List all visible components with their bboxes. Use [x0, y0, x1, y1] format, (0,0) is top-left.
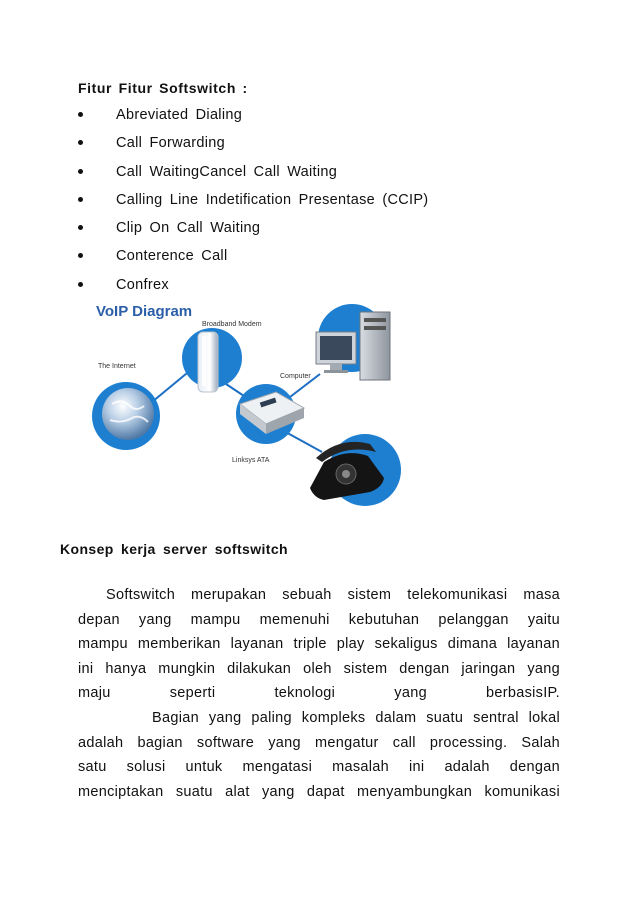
computer-label: Computer — [280, 373, 311, 380]
bullet-icon — [78, 282, 83, 287]
text-line: satu solusi untuk mengatasi masalah ini adalah dengan — [78, 759, 560, 776]
bullet-icon — [78, 112, 83, 117]
bullet-icon — [78, 169, 83, 174]
text-line: adalah bagian software yang mengatur call processing. Salah — [78, 734, 560, 751]
internet-label: The Internet — [98, 363, 136, 370]
paragraph-2 — [78, 706, 560, 804]
bullet-icon — [78, 225, 83, 230]
list-item: Conterence Call — [78, 246, 428, 274]
bullet-icon — [78, 253, 83, 258]
paragraph-1 — [78, 583, 560, 706]
ata-label: Linksys ATA — [232, 457, 270, 464]
text-line: Softswitch merupakan sebuah sistem telekomunikasi masa — [106, 587, 560, 603]
features-heading: Fitur Fitur Softswitch : — [78, 80, 248, 96]
section-heading: Konsep kerja server softswitch — [60, 541, 288, 557]
text-line: Bagian yang paling kompleks dalam suatu sentral lokal — [152, 710, 560, 726]
globe-icon — [102, 388, 154, 440]
list-item: Clip On Call Waiting — [78, 218, 428, 246]
voip-diagram — [90, 292, 420, 514]
modem-label: Broadband Modem — [202, 321, 262, 328]
text-line: depan yang mampu memenuhi kebutuhan pelanggan yaitu — [78, 611, 560, 628]
computer-case-icon — [360, 312, 390, 380]
list-item: Abreviated Dialing — [78, 105, 428, 133]
text-line: menciptakan suatu alat yang dapat menyambungkan komunikasi — [78, 783, 560, 800]
diagram-title: VoIP Diagram — [96, 303, 193, 320]
text-line: maju seperti teknologi yang berbasisIP. — [78, 685, 560, 702]
bullet-icon — [78, 197, 83, 202]
bullet-icon — [78, 140, 83, 145]
list-item: Call Forwarding — [78, 133, 428, 161]
text-line: ini hanya mungkin dilakukan oleh sistem dengan jaringan yang — [78, 660, 560, 677]
modem-icon — [198, 332, 218, 392]
text-line: mampu memberikan layanan triple play sekaligus dimana layanan — [78, 636, 560, 653]
list-item: Confrex — [78, 275, 428, 303]
list-item: Call WaitingCancel Call Waiting — [78, 162, 428, 190]
list-item: Calling Line Indetification Presentase (CCIP) — [78, 190, 428, 218]
features-list — [78, 105, 428, 303]
